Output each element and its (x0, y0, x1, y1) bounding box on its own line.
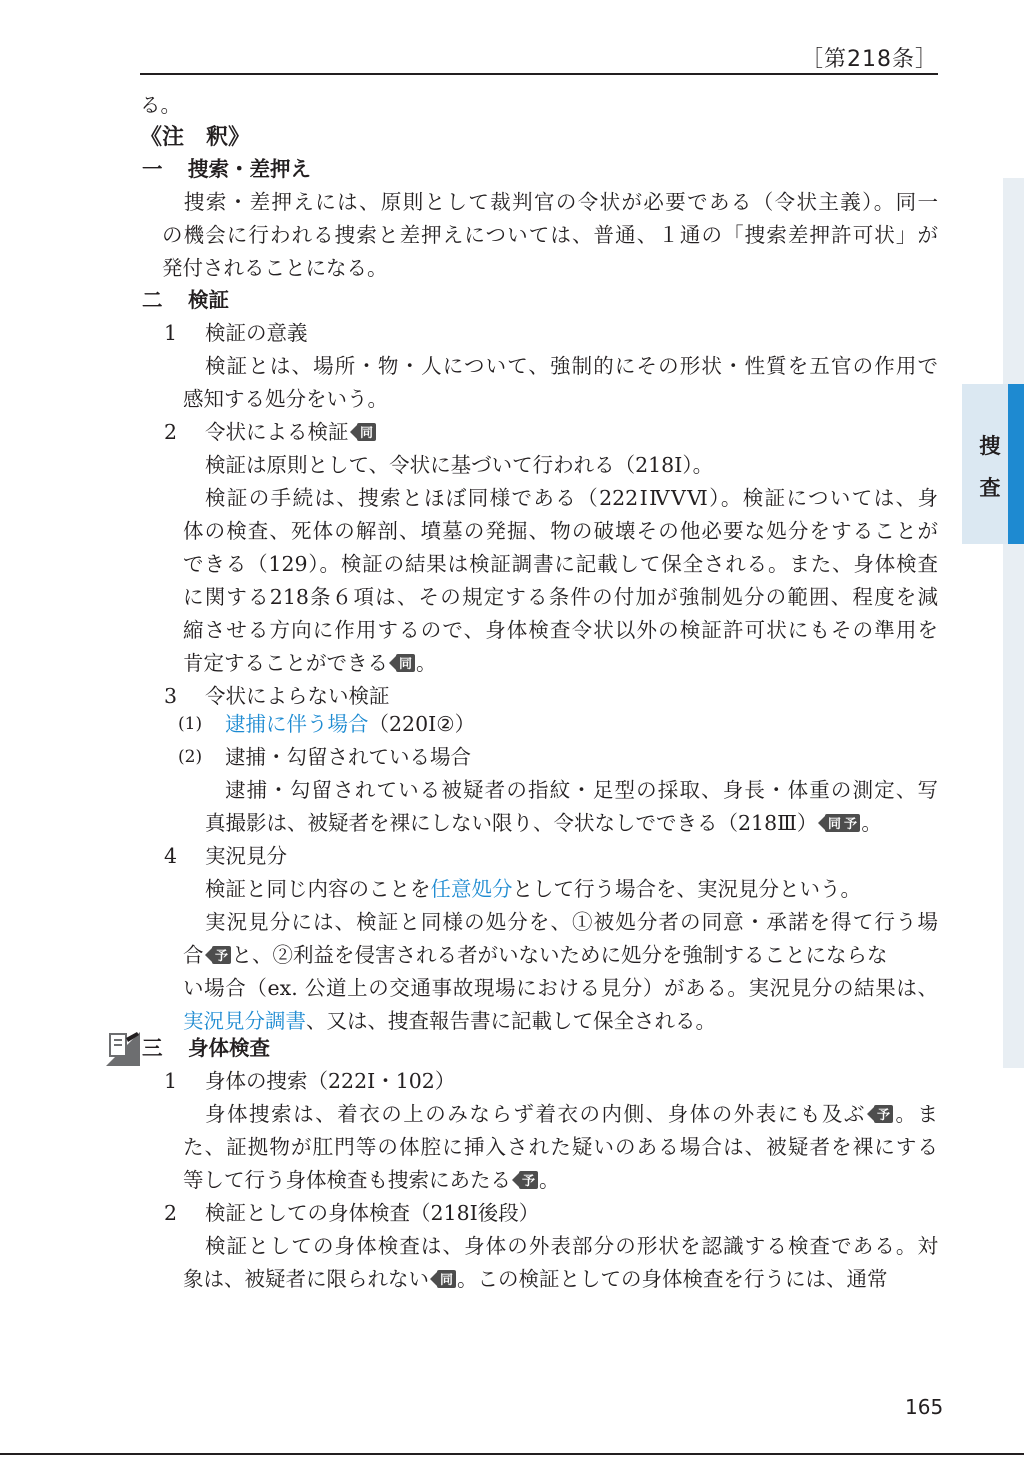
item-2-1-number: 1 (164, 321, 178, 345)
voluntary-disposition-link[interactable]: 任意処分 (430, 877, 513, 901)
chapter-tab-char-2: 査 (979, 476, 1001, 500)
item-3-2-number: 2 (164, 1201, 178, 1225)
item-2-4-text-segment: として行う場合を、実況見分という。 (512, 877, 861, 901)
item-2-2-text-segment: 肯定することができる (183, 651, 388, 675)
item-3-1-text-line: た、証拠物が肛門等の体腔に挿入された疑いのある場合は、被疑者を裸にする (183, 1135, 938, 1159)
chapter-tab-accent (1008, 384, 1024, 544)
ref-yo-icon (205, 945, 231, 965)
item-2-1-text-line: 検証とは、場所・物・人について、強制的にその形状・性質を五官の作用で (205, 354, 938, 378)
item-2-4-text-segment: 検証と同じ内容のことを (205, 877, 431, 901)
item-3-1-text-segment: 。 (539, 1168, 560, 1192)
item-2-2-text-line (183, 648, 437, 678)
svg-text:同: 同 (398, 657, 413, 672)
item-2-2-text-end: 。 (416, 651, 437, 675)
chapter-index-tab (962, 384, 1024, 544)
item-2-3-title: 令状によらない検証 (205, 684, 390, 708)
side-index-strip (1003, 178, 1024, 1068)
svg-text:予: 予 (521, 1174, 536, 1189)
subitem-2-text-end: 。 (861, 811, 882, 835)
item-2-1-title: 検証の意義 (205, 321, 308, 345)
item-3-2-text-segment: 象は、被疑者に限られない (183, 1267, 429, 1291)
arrest-incidental-link[interactable]: 逮捕に伴う場合 (225, 712, 369, 736)
section-3-title: 身体検査 (188, 1036, 270, 1060)
section-1-paragraph-line: 捜索・差押えには、原則として裁判官の令状が必要である（令状主義）。同一 (184, 190, 938, 214)
subitem-2-title: 逮捕・勾留されている場合 (225, 745, 471, 769)
item-2-2-text-line: 検証は原則として、令状に基づいて行われる（218Ⅰ）。 (205, 453, 714, 477)
item-3-2-text-segment: 。この検証としての身体検査を行うには、通常 (457, 1267, 888, 1291)
item-3-1-text-segment: 。ま (893, 1102, 938, 1126)
item-2-4-text-line (183, 1006, 716, 1036)
item-3-2-text-line: 検証としての身体検査は、身体の外表部分の形状を認識する検査である。対 (205, 1234, 938, 1258)
item-3-1-number: 1 (164, 1069, 178, 1093)
item-2-4-text-line: 実況見分には、検証と同様の処分を、①被処分者の同意・承諾を得て行う場 (205, 910, 938, 934)
item-3-1-text-segment: 等して行う身体検査も捜索にあたる (183, 1168, 511, 1192)
section-1-paragraph-line: の機会に行われる捜索と差押えについては、普通、１通の「捜索差押許可状」が (162, 223, 938, 247)
item-2-4-text-segment: 、又は、捜査報告書に記載して保全される。 (306, 1009, 716, 1033)
ref-dou-icon (389, 653, 415, 673)
svg-text:予: 予 (214, 949, 228, 964)
continuation-text: る。 (140, 93, 181, 117)
svg-text:予: 予 (876, 1108, 890, 1123)
item-2-2-text-line: 縮させる方向に作用するので、身体検査令状以外の検証許可状にもその準用を (183, 618, 938, 642)
item-2-1-text-line: 感知する処分をいう。 (183, 387, 388, 411)
exam-point-icon (106, 1030, 140, 1066)
section-2-title: 検証 (188, 288, 229, 312)
item-2-2-title: 令状による検証 (205, 420, 349, 444)
section-3-number: 三 (142, 1036, 163, 1060)
item-2-2-title-line (205, 417, 377, 447)
ref-dou-icon (350, 422, 376, 442)
inspection-report-link[interactable]: 実況見分調書 (183, 1009, 306, 1033)
item-2-2-text-line: 体の検査、死体の解剖、墳墓の発掘、物の破壊その他必要な処分をすることが (183, 519, 938, 543)
section-1-title: 捜索・差押え (188, 157, 311, 181)
article-number-header: ［第218条］ (801, 47, 938, 72)
item-3-1-title: 身体の捜索（222Ⅰ・102） (205, 1069, 456, 1093)
svg-text:同: 同 (439, 1273, 454, 1288)
item-2-4-text-segment: と、②利益を侵害される者がいないために処分を強制することにならな (231, 943, 888, 967)
item-3-1-text-line (205, 1099, 938, 1129)
item-2-3-number: 3 (164, 684, 178, 708)
header-rule (140, 73, 938, 75)
subitem-2-text-line (205, 808, 882, 838)
svg-text:同: 同 (828, 817, 842, 832)
subitem-2-text-segment: 真撮影は、被疑者を裸にしない限り、令状なしでできる（218Ⅲ） (205, 811, 818, 835)
footer-rule (0, 1453, 1024, 1455)
section-1-number: 一 (142, 157, 163, 181)
section-1-paragraph-line: 発付されることになる。 (162, 256, 388, 280)
subitem-1-rest: （220Ⅰ②） (368, 712, 476, 736)
subitem-2-text-line: 逮捕・勾留されている被疑者の指紋・足型の採取、身長・体重の測定、写 (225, 778, 938, 802)
ref-yo-icon (512, 1170, 538, 1190)
item-2-4-title: 実況見分 (205, 844, 287, 868)
item-3-2-text-line (183, 1264, 888, 1294)
item-2-4-text-line: い場合（ex. 公道上の交通事故現場における見分）がある。実況見分の結果は、 (183, 976, 938, 1000)
item-2-4-text-line (183, 940, 888, 970)
item-2-4-number: 4 (164, 844, 178, 868)
svg-text:予: 予 (844, 817, 858, 832)
subitem-2-number: (2) (178, 747, 203, 767)
subitem-1-line (225, 709, 475, 739)
item-2-4-text-line (205, 874, 861, 904)
svg-text:同: 同 (359, 426, 373, 441)
item-2-2-text-line: に関する218条６項は、その規定する条件の付加が強制処分の範囲、程度を減 (183, 585, 938, 609)
item-2-2-text-line: できる（129）。検証の結果は検証調書に記載して保全される。また、身体検査 (183, 552, 938, 576)
page-number: 165 (905, 1395, 944, 1419)
item-3-1-text-segment: 身体捜索は、着衣の上のみならず着衣の内側、身体の外表にも及ぶ (205, 1102, 866, 1126)
item-2-2-text-line: 検証の手続は、捜索とほぼ同様である（222ⅠⅣⅤⅥ）。検証については、身 (205, 486, 938, 510)
section-2-number: 二 (142, 288, 163, 312)
chapter-tab-char-1: 捜 (979, 434, 1001, 458)
item-3-1-text-line (183, 1165, 560, 1195)
notes-heading: 《注 釈》 (140, 124, 251, 150)
ref-dou-yo-icon (818, 813, 860, 833)
item-3-2-title: 検証としての身体検査（218Ⅰ後段） (205, 1201, 540, 1225)
item-2-4-text-segment: 合 (183, 943, 204, 967)
item-2-2-number: 2 (164, 420, 178, 444)
ref-yo-icon (867, 1104, 893, 1124)
ref-dou-icon (430, 1269, 456, 1289)
subitem-1-number: (1) (178, 714, 203, 734)
